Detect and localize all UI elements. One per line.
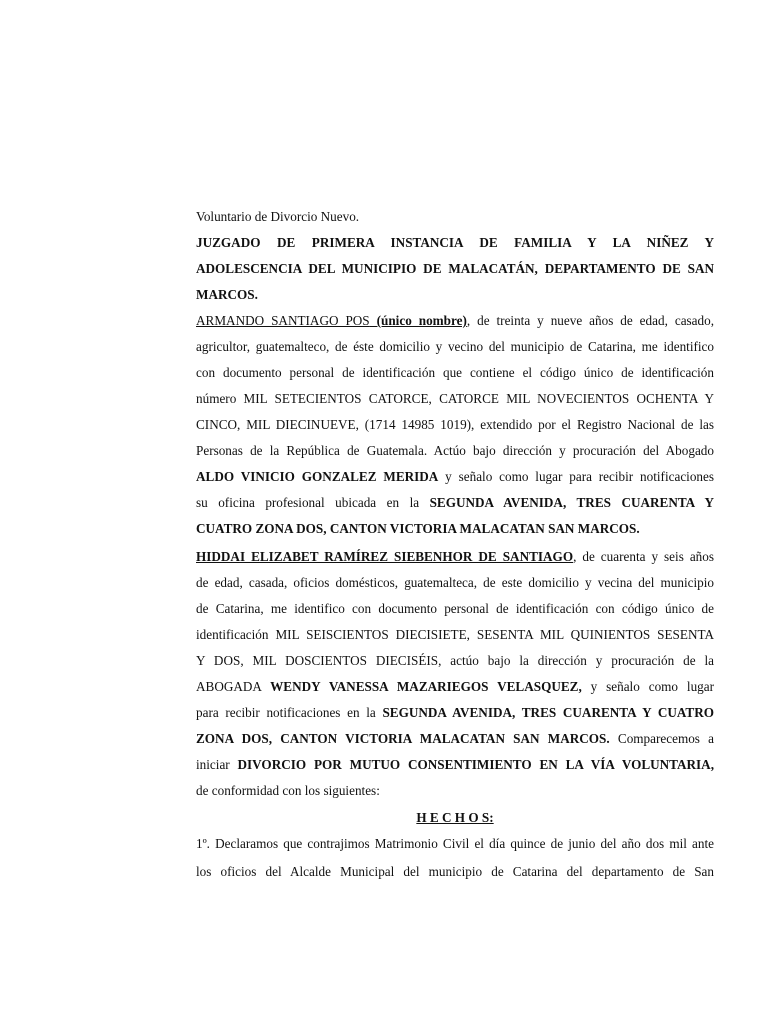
petitioner2-line-1 (196, 548, 714, 565)
petitioner1-lawyer-name: ALDO VINICIO GONZALEZ MERIDA (196, 469, 439, 484)
court-line-1 (196, 234, 714, 251)
petitioner2-line-9-head: iniciar (196, 757, 238, 772)
petitioner2-line-8-tail: Comparecemos a (609, 731, 714, 746)
petitioner1-line-9 (196, 520, 714, 537)
facts-heading (196, 809, 714, 826)
petitioner1-line-4: número MIL SETECIENTOS CATORCE, CATORCE MIL NOVECIENTOS OCHENTA Y (196, 391, 714, 406)
petitioner2-line-8 (196, 730, 714, 747)
petitioner2-address-2: ZONA DOS, CANTON VICTORIA MALACATAN SAN MARCOS. (196, 731, 610, 746)
petitioner2-line-1-tail: , de cuarenta y seis años (573, 549, 714, 564)
petitioner1-line-8 (196, 494, 714, 511)
petitioner1-address-2: CUATRO ZONA DOS, CANTON VICTORIA MALACATAN SAN MARCOS. (196, 521, 640, 536)
petitioner2-name (196, 549, 573, 564)
court-line-2 (196, 260, 714, 277)
petitioner2-line-10: de conformidad con los siguientes: (196, 783, 380, 798)
petitioner1-line-5: CINCO, MIL DIECINUEVE, (1714 14985 1019), extendido por el Registro Nacional de las (196, 417, 714, 432)
document-title-line: Voluntario de Divorcio Nuevo. (196, 209, 360, 224)
petitioner2-line-5: Y DOS, MIL DOSCIENTOS DIECISÉIS, actúo bajo la dirección y procuración de la (196, 653, 714, 668)
petitioner1-address-1: SEGUNDA AVENIDA, TRES CUARENTA Y (429, 495, 714, 510)
petitioner1-line-7 (196, 468, 714, 485)
petitioner1-name: ARMANDO SANTIAGO POS (196, 313, 370, 328)
fact1-line-1: 1º. Declaramos que contrajimos Matrimonio Civil el día quince de junio del año dos mil ante (196, 836, 714, 851)
facts-heading-bold (416, 810, 493, 825)
court-line-1-text: JUZGADO DE PRIMERA INSTANCIA DE FAMILIA Y LA NIÑEZ Y (196, 235, 714, 250)
petitioner2-line-4: identificación MIL SEISCIENTOS DIECISIETE, SESENTA MIL QUINIENTOS SESENTA (196, 627, 714, 642)
petitioner1-line-8-head: su oficina profesional ubicada en la (196, 495, 430, 510)
petitioner2-address-1: SEGUNDA AVENIDA, TRES CUARENTA Y CUATRO (382, 705, 714, 720)
petitioner2-line-7 (196, 704, 714, 721)
petitioner1-line-6: Personas de la República de Guatemala. Actúo bajo dirección y procuración del Abogado (196, 443, 714, 458)
court-line-3 (196, 286, 714, 303)
petitioner1-name-note-text: (único nombre) (369, 313, 467, 328)
petitioner2-line-6-tail: y señalo como lugar (581, 679, 714, 694)
petition-type: DIVORCIO POR MUTUO CONSENTIMIENTO EN LA VÍA VOLUNTARIA, (237, 757, 714, 772)
petitioner2-line-9 (196, 756, 714, 773)
petitioner1-line-7-tail: y señalo como lugar para recibir notificaciones (438, 469, 714, 484)
court-line-3-text: MARCOS. (196, 287, 258, 302)
petitioner1-line-1-tail: , de treinta y nueve años de edad, casado, (466, 313, 714, 328)
petitioner2-line-2: de edad, casada, oficios domésticos, guatemalteca, de este domicilio y vecina del municipio (196, 575, 714, 590)
court-line-2-text: ADOLESCENCIA DEL MUNICIPIO DE MALACATÁN, DEPARTAMENTO DE SAN (196, 261, 714, 276)
petitioner2-line-7-head: para recibir notificaciones en la (196, 705, 383, 720)
petitioner2-lawyer-name: WENDY VANESSA MAZARIEGOS VELASQUEZ, (270, 679, 582, 694)
petitioner2-line-3: de Catarina, me identifico con documento personal de identificación con código único de (196, 601, 714, 616)
petitioner2-name-text: HIDDAI ELIZABET RAMÍREZ SIEBENHOR DE SANTIAGO (196, 549, 574, 564)
petitioner1-line-3: con documento personal de identificación que contiene el código único de identificación (196, 365, 714, 380)
fact1-line-2: los oficios del Alcalde Municipal del municipio de Catarina del departamento de San (196, 864, 714, 879)
petitioner1-name-note (370, 313, 467, 328)
petitioner2-line-6-head: ABOGADA (196, 679, 271, 694)
petitioner1-line-2: agricultor, guatemalteco, de éste domicilio y vecino del municipio de Catarina, me identifico (196, 339, 714, 354)
petitioner2-line-6 (196, 678, 714, 695)
facts-heading-text: H E C H O S: (416, 810, 494, 825)
petitioner1-line-1 (196, 312, 714, 329)
